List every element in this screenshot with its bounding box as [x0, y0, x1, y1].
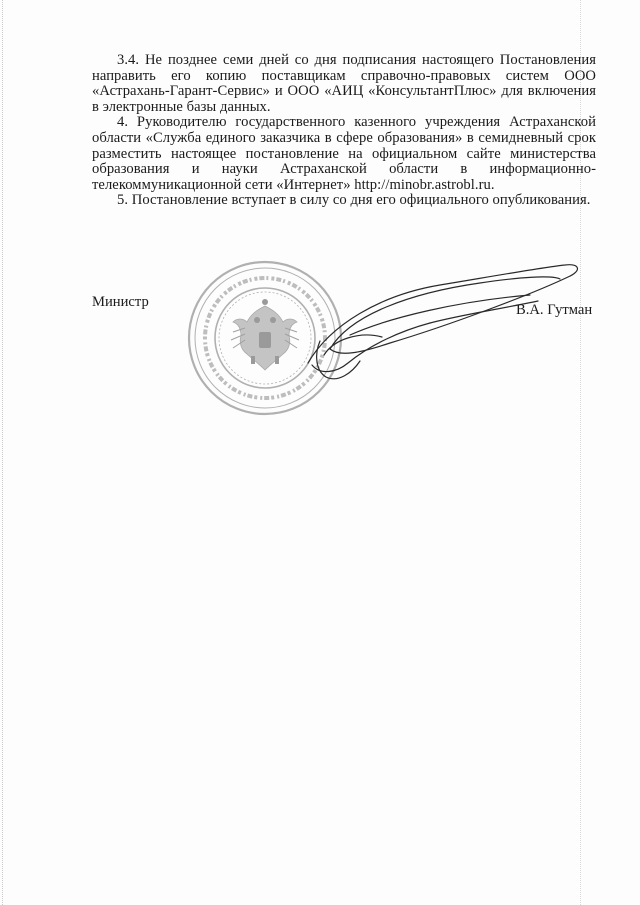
- paragraph-3-4: 3.4. Не позднее семи дней со дня подписания настоящего Постановления направить его копию поставщикам справочно-правовых систем ООО «Астрахань-Гарант-Сервис» и ООО «АИЦ «КонсультантПлюс» для включения в электронные базы данных.: [92, 52, 596, 115]
- paragraph-4: 4. Руководителю государственного казенного учреждения Астраханской области «Служба единого заказчика в сфере образования» в семидневный срок разместить настоящее постановление на официальном сайте министерства образования и науки Астраханской области в информационно-телекоммуникационной сети «Интернет» http://minobr.astrobl.ru.: [92, 114, 596, 193]
- document-body: [92, 53, 596, 209]
- scan-edge-left: [2, 0, 4, 905]
- signatory-name: В.А. Гутман: [516, 302, 593, 318]
- handwritten-signature: [290, 245, 593, 395]
- paragraph-5: 5. Постановление вступает в силу со дня его официального опубликования.: [117, 192, 591, 209]
- signatory-position: Министр: [92, 294, 149, 310]
